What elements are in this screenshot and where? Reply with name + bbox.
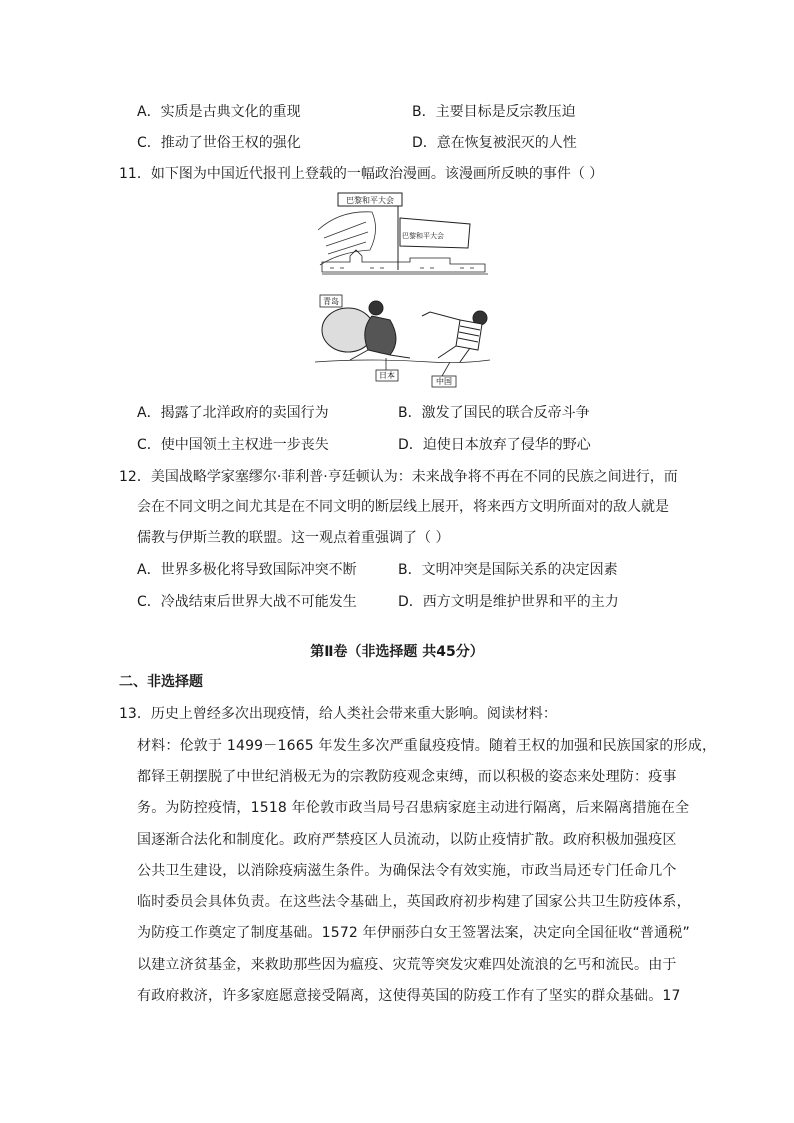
q12-option-b: B．文明冲突是国际关系的决定因素 — [398, 562, 618, 578]
q10-option-b: B．主要目标是反宗教压迫 — [412, 104, 576, 120]
q12-stem-line-1: 12．美国战略学家塞缪尔·菲利普·亨廷顿认为：未来战争将不再在不同的民族之间进行，而 — [119, 469, 678, 485]
part-heading: 二、非选择题 — [119, 674, 203, 690]
q13-material-line-6: 临时委员会具体负责。在这些法令基础上，英国政府初步构建了国家公共卫生防疫体系， — [137, 894, 691, 910]
q13-material-line-4: 国逐渐合法化和制度化。政府严禁疫区人员流动，以防止疫情扩散。政府积极加强疫区 — [137, 832, 677, 848]
q11-option-a: A．揭露了北洋政府的卖国行为 — [137, 405, 329, 421]
cartoon-figures — [315, 301, 490, 363]
q12-stem-line-3: 儒教与伊斯兰教的联盟。这一观点着重强调了（ ） — [137, 530, 450, 546]
q13-material-line-3: 务。为防控疫情，1518 年伦敦市政当局号召患病家庭主动进行隔离，后来隔离措施在全 — [137, 800, 690, 816]
q10-option-c: C．推动了世俗王权的强化 — [137, 135, 301, 151]
q11-option-b: B．激发了国民的联合反帝斗争 — [398, 405, 590, 421]
q11-option-c: C．使中国领土主权进一步丧失 — [137, 437, 329, 453]
q13-material-line-7: 为防疫工作奠定了制度基础。1572 年伊丽莎白女王签署法案，决定向全国征收“普通税” — [137, 925, 690, 941]
section-title: 第Ⅱ卷（非选择题 共45分） — [310, 644, 484, 660]
cartoon-flag-text: 巴黎和平大会 — [402, 232, 444, 240]
cartoon-label-china: 中国 — [436, 377, 452, 386]
q12-stem-line-2: 会在不同文明之间尤其是在不同文明的断层线上展开，将来西方文明所面对的敌人就是 — [137, 499, 669, 515]
q10-option-a: A．实质是古典文化的重现 — [137, 104, 301, 120]
q12-option-a: A．世界多极化将导致国际冲突不断 — [137, 562, 357, 578]
cartoon-label-japan: 日本 — [379, 371, 395, 380]
q13-material-line-5: 公共卫生建设，以消除疫病滋生条件。为确保法令有效实施，市政当局还专门任命几个 — [137, 863, 677, 879]
q10-option-d: D．意在恢复被泯灭的人性 — [412, 135, 577, 151]
q13-material-line-1: 材料：伦敦于 1499－1665 年发生多次严重鼠疫疫情。随着王权的加强和民族国家的形成， — [137, 738, 717, 754]
q13-stem: 13．历史上曾经多次出现疫情，给人类社会带来重大影响。阅读材料： — [119, 706, 557, 722]
q12-option-c: C．冷战结束后世界大战不可能发生 — [137, 594, 357, 610]
cartoon-banner-text: 巴黎和平大会 — [346, 196, 394, 205]
q11-stem: 11．如下图为中国近代报刊上登载的一幅政治漫画。该漫画所反映的事件（ ） — [119, 166, 604, 182]
political-cartoon — [310, 190, 495, 395]
q11-option-d: D．迫使日本放弃了侵华的野心 — [398, 437, 591, 453]
q13-material-line-2: 都铎王朝摆脱了中世纪消极无为的宗教防疫观念束缚，而以积极的姿态来处理防：疫事 — [137, 769, 677, 785]
q12-option-d: D．西方文明是维护世界和平的主力 — [398, 594, 619, 610]
cartoon-label-qingdao: 青岛 — [323, 297, 339, 306]
cartoon-scroll — [318, 212, 376, 265]
q13-material-line-9: 有政府救济，许多家庭愿意接受隔离，这使得英国的防疫工作有了坚实的群众基础。17 — [137, 988, 681, 1004]
q13-material-line-8: 以建立济贫基金，来救助那些因为瘟疫、灾荒等突发灾难四处流浪的乞丐和流民。由于 — [137, 957, 677, 973]
